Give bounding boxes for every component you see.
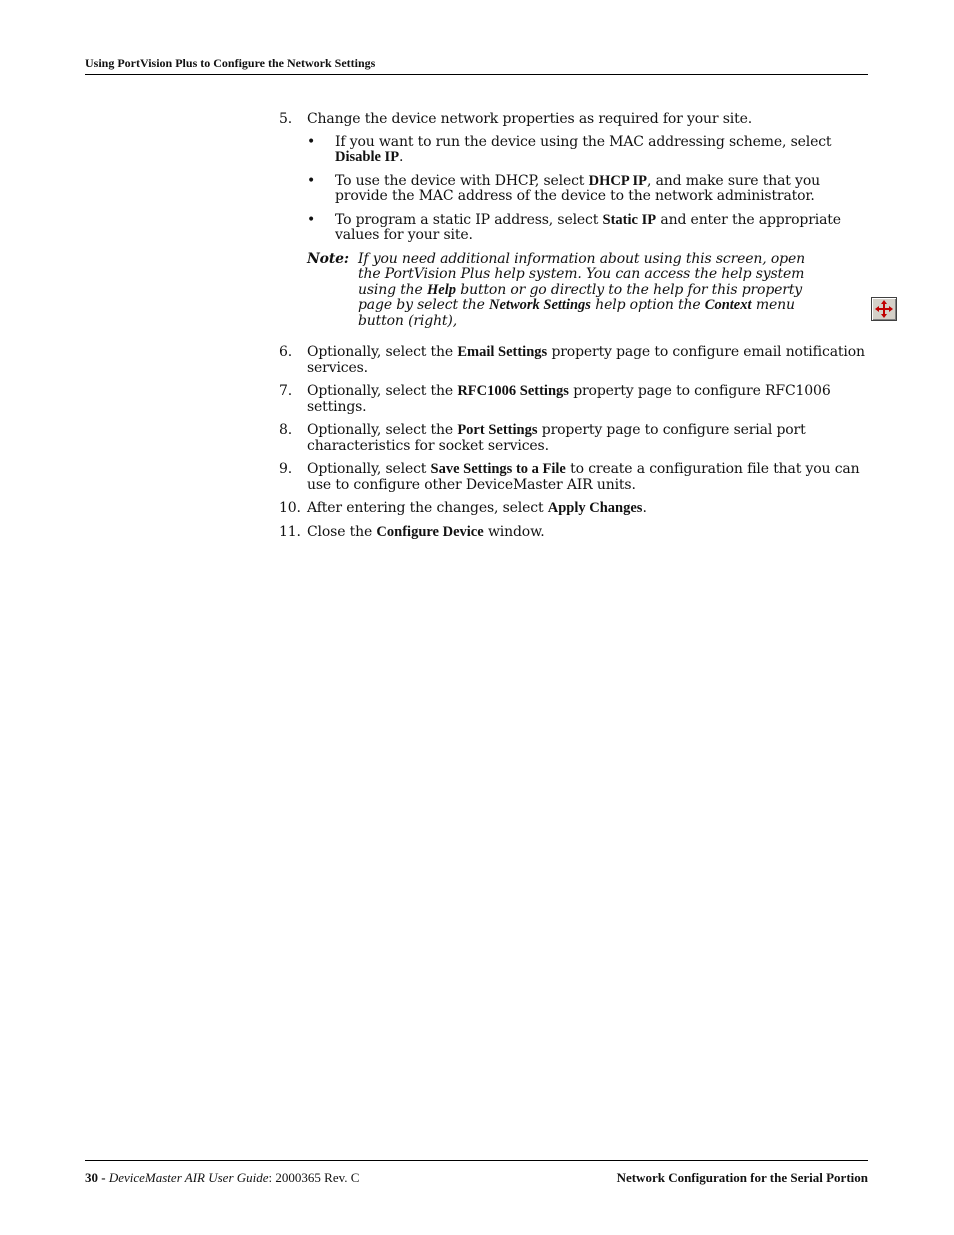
footer-left	[85, 1170, 359, 1186]
bullet-list	[307, 135, 869, 244]
step-5	[279, 112, 869, 337]
page-number: 30 -	[85, 1170, 109, 1185]
step-10	[279, 501, 869, 517]
step-8	[279, 423, 869, 454]
ui-term-dhcp-ip: DHCP IP	[588, 172, 647, 189]
ui-term-save-settings: Save Settings to a File	[430, 461, 566, 477]
footer-section-title: Network Configuration for the Serial Portion	[616, 1170, 868, 1185]
step-number: 7.	[279, 383, 293, 399]
page-footer	[85, 1160, 868, 1186]
step-11	[279, 525, 869, 541]
ui-term-apply-changes: Apply Changes	[547, 500, 643, 516]
bullet-icon: •	[307, 211, 316, 228]
ui-term-rfc1006-settings: RFC1006 Settings	[457, 383, 569, 399]
guide-title: DeviceMaster AIR User Guide	[108, 1170, 269, 1185]
step-text: Change the device network properties as required for your site.	[307, 111, 753, 127]
step-number: 10.	[279, 500, 301, 516]
step-number: 5.	[279, 111, 293, 127]
bullet-item: • To use the device with DHCP, select DHCP IP, and make sure that you provide the MAC address of the device to the network administrator.	[307, 172, 820, 204]
ui-term-configure-device: Configure Device	[376, 523, 484, 540]
step-text: Optionally, select Save Settings to a File to create a configuration file that you can use to configure other DeviceMaster AIR units.	[307, 461, 860, 493]
step-text: After entering the changes, select Apply Changes.	[307, 500, 647, 516]
note-block	[307, 252, 869, 330]
ui-term-disable-ip: Disable IP	[335, 149, 400, 165]
step-number: 9.	[279, 461, 293, 477]
step-9	[279, 462, 869, 493]
bullet-item: • If you want to run the device using the MAC addressing scheme, select Disable IP.	[307, 133, 832, 165]
ui-term-static-ip: Static IP	[602, 211, 657, 228]
step-text: Optionally, select the RFC1006 Settings property page to configure RFC1006 settings.	[307, 383, 831, 415]
step-number: 8.	[279, 422, 293, 438]
step-list	[279, 112, 869, 548]
bullet-item: • To program a static IP address, select Static IP and enter the appropriate values for your site.	[307, 211, 841, 243]
step-6	[279, 345, 869, 376]
move-cross-icon	[875, 300, 893, 318]
note-text: If you need additional information about using this screen, open the PortVision Plus help system. You can access the help system using the Help button or go directly to the help for this property page by select the Network Settings help option the Context menu button (right),	[358, 250, 805, 329]
step-text: Close the Configure Device window.	[307, 523, 545, 540]
context-menu-button[interactable]	[871, 297, 897, 321]
step-number: 11.	[279, 523, 301, 540]
note-label: Note:	[307, 250, 349, 267]
running-header: Using PortVision Plus to Configure the Network Settings	[85, 56, 868, 75]
bullet-icon: •	[307, 172, 316, 189]
step-text: Optionally, select the Email Settings property page to configure email notification services.	[307, 344, 865, 376]
step-7	[279, 384, 869, 415]
ui-term-port-settings: Port Settings	[457, 422, 538, 438]
step-text: Optionally, select the Port Settings property page to configure serial port characteristics for socket services.	[307, 422, 806, 454]
bullet-icon: •	[307, 133, 316, 150]
step-number: 6.	[279, 344, 293, 360]
doc-id: : 2000365 Rev. C	[268, 1170, 360, 1185]
ui-term-email-settings: Email Settings	[457, 344, 548, 360]
